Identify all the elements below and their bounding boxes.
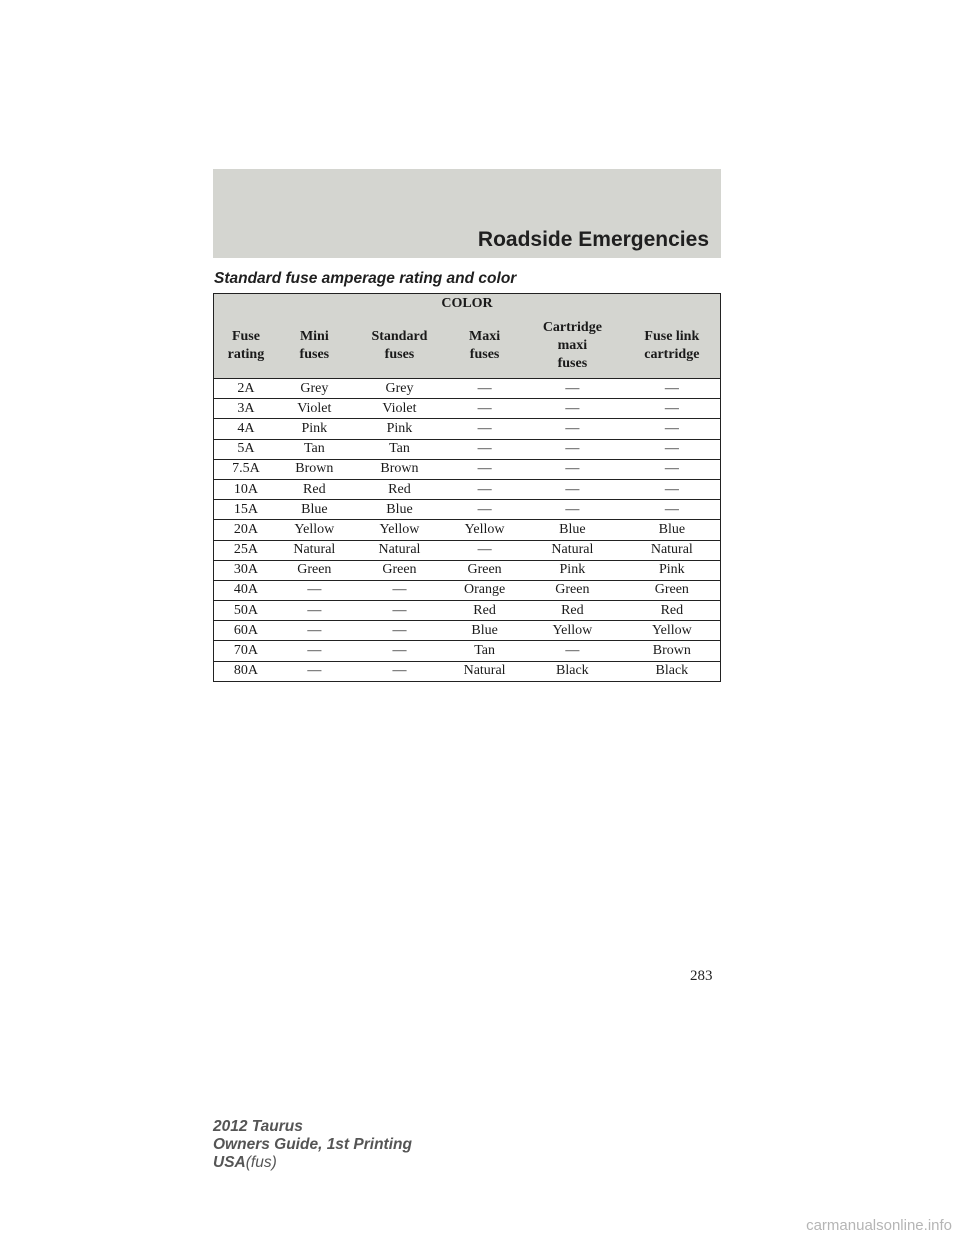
table-cell-cartridge-maxi-fuses: Black — [521, 661, 624, 681]
page-number: 283 — [690, 968, 713, 984]
table-group-header-row — [214, 294, 721, 315]
table-cell-standard-fuses: — — [351, 641, 448, 661]
table-title: Standard fuse amperage rating and color — [214, 270, 517, 287]
table-cell-maxi-fuses: — — [448, 479, 521, 499]
table-cell-standard-fuses: — — [351, 661, 448, 681]
table-row — [214, 399, 721, 419]
section-header-band — [213, 169, 721, 258]
table-cell-fuse-link-cartridge: — — [624, 399, 721, 419]
color-group-header: COLOR — [214, 294, 721, 315]
table-cell-cartridge-maxi-fuses: — — [521, 641, 624, 661]
table-cell-maxi-fuses: Blue — [448, 621, 521, 641]
table-cell-fuse-rating: 4A — [214, 419, 278, 439]
table-cell-fuse-rating: 3A — [214, 399, 278, 419]
column-header-maxi-fuses — [448, 314, 521, 379]
table-cell-standard-fuses: Brown — [351, 459, 448, 479]
table-cell-fuse-link-cartridge: — — [624, 500, 721, 520]
table-cell-standard-fuses: Pink — [351, 419, 448, 439]
table-cell-standard-fuses: — — [351, 621, 448, 641]
table-cell-maxi-fuses: — — [448, 500, 521, 520]
section-title: Roadside Emergencies — [477, 228, 709, 251]
document-footer — [213, 1118, 412, 1172]
table-row — [214, 459, 721, 479]
table-cell-maxi-fuses: Tan — [448, 641, 521, 661]
table-cell-mini-fuses: Brown — [278, 459, 351, 479]
table-cell-mini-fuses: Tan — [278, 439, 351, 459]
table-cell-cartridge-maxi-fuses: — — [521, 439, 624, 459]
table-row — [214, 520, 721, 540]
table-cell-fuse-rating: 20A — [214, 520, 278, 540]
table-column-header-row — [214, 314, 721, 379]
table-cell-fuse-rating: 15A — [214, 500, 278, 520]
table-row — [214, 500, 721, 520]
table-cell-cartridge-maxi-fuses: Yellow — [521, 621, 624, 641]
table-cell-cartridge-maxi-fuses: — — [521, 459, 624, 479]
footer-line-guide: Owners Guide, 1st Printing — [213, 1136, 412, 1153]
table-cell-standard-fuses: Red — [351, 479, 448, 499]
table-row — [214, 621, 721, 641]
table-cell-standard-fuses: Tan — [351, 439, 448, 459]
table-cell-standard-fuses: — — [351, 601, 448, 621]
table-body — [214, 379, 721, 682]
table-cell-standard-fuses: Blue — [351, 500, 448, 520]
table-cell-maxi-fuses: — — [448, 379, 521, 399]
table-cell-fuse-link-cartridge: — — [624, 459, 721, 479]
table-cell-cartridge-maxi-fuses: Natural — [521, 540, 624, 560]
table-cell-maxi-fuses: Red — [448, 601, 521, 621]
table-cell-maxi-fuses: — — [448, 419, 521, 439]
table-cell-fuse-rating: 70A — [214, 641, 278, 661]
table-cell-fuse-link-cartridge: Red — [624, 601, 721, 621]
table-cell-standard-fuses: Grey — [351, 379, 448, 399]
footer-region-code: (fus) — [245, 1154, 277, 1171]
column-header-line: Fuse link — [644, 329, 700, 344]
table-cell-fuse-rating: 60A — [214, 621, 278, 641]
table-cell-fuse-link-cartridge: — — [624, 479, 721, 499]
table-cell-fuse-link-cartridge: — — [624, 439, 721, 459]
table-cell-standard-fuses: Green — [351, 560, 448, 580]
table-cell-mini-fuses: Green — [278, 560, 351, 580]
table-cell-maxi-fuses: Yellow — [448, 520, 521, 540]
column-header-line: fuses — [384, 347, 415, 362]
table-cell-cartridge-maxi-fuses: Green — [521, 580, 624, 600]
table-cell-standard-fuses: Violet — [351, 399, 448, 419]
table-cell-fuse-link-cartridge: — — [624, 419, 721, 439]
table-cell-standard-fuses: Yellow — [351, 520, 448, 540]
column-header-line: Fuse — [231, 329, 260, 344]
table-cell-mini-fuses: — — [278, 580, 351, 600]
table-cell-fuse-rating: 40A — [214, 580, 278, 600]
table-cell-mini-fuses: Grey — [278, 379, 351, 399]
table-cell-cartridge-maxi-fuses: — — [521, 479, 624, 499]
column-header-line: maxi — [557, 338, 588, 353]
column-header-line: Cartridge — [542, 320, 602, 335]
table-cell-mini-fuses: — — [278, 621, 351, 641]
table-cell-maxi-fuses: Green — [448, 560, 521, 580]
column-header-cartridge-maxi-fuses — [521, 314, 624, 379]
table-cell-fuse-rating: 30A — [214, 560, 278, 580]
table-cell-fuse-link-cartridge: Brown — [624, 641, 721, 661]
table-cell-fuse-link-cartridge: Black — [624, 661, 721, 681]
table-row — [214, 540, 721, 560]
table-cell-fuse-rating: 5A — [214, 439, 278, 459]
table-cell-fuse-link-cartridge: Yellow — [624, 621, 721, 641]
table-cell-standard-fuses: — — [351, 580, 448, 600]
table-cell-standard-fuses: Natural — [351, 540, 448, 560]
table-cell-fuse-link-cartridge: Green — [624, 580, 721, 600]
table-cell-mini-fuses: Natural — [278, 540, 351, 560]
table-cell-maxi-fuses: Orange — [448, 580, 521, 600]
table-row — [214, 560, 721, 580]
table-cell-fuse-rating: 25A — [214, 540, 278, 560]
table-row — [214, 479, 721, 499]
table-row — [214, 439, 721, 459]
table-row — [214, 379, 721, 399]
watermark: carmanualsonline.info — [806, 1217, 952, 1234]
table-cell-cartridge-maxi-fuses: — — [521, 399, 624, 419]
table-row — [214, 580, 721, 600]
column-header-line: fuses — [469, 347, 500, 362]
table-cell-fuse-link-cartridge: Natural — [624, 540, 721, 560]
table-cell-cartridge-maxi-fuses: Blue — [521, 520, 624, 540]
table-cell-mini-fuses: Pink — [278, 419, 351, 439]
table-cell-mini-fuses: Violet — [278, 399, 351, 419]
table-cell-fuse-rating: 50A — [214, 601, 278, 621]
footer-line-model: 2012 Taurus — [213, 1118, 303, 1135]
table-cell-mini-fuses: Red — [278, 479, 351, 499]
table-cell-cartridge-maxi-fuses: — — [521, 379, 624, 399]
column-header-fuse-link-cartridge — [624, 314, 721, 379]
column-header-line: Standard — [371, 329, 428, 344]
column-header-standard-fuses — [351, 314, 448, 379]
table-cell-maxi-fuses: — — [448, 399, 521, 419]
table-cell-cartridge-maxi-fuses: Pink — [521, 560, 624, 580]
table-cell-maxi-fuses: Natural — [448, 661, 521, 681]
table-row — [214, 601, 721, 621]
table-row — [214, 641, 721, 661]
column-header-line: Maxi — [469, 329, 501, 344]
table-cell-maxi-fuses: — — [448, 459, 521, 479]
table-row — [214, 419, 721, 439]
table-cell-fuse-rating: 2A — [214, 379, 278, 399]
table-cell-maxi-fuses: — — [448, 439, 521, 459]
table-cell-mini-fuses: — — [278, 641, 351, 661]
footer-region: USA — [213, 1154, 246, 1171]
table-cell-fuse-rating: 10A — [214, 479, 278, 499]
column-header-line: rating — [227, 347, 265, 362]
table-cell-cartridge-maxi-fuses: — — [521, 500, 624, 520]
table-cell-maxi-fuses: — — [448, 540, 521, 560]
table-cell-mini-fuses: — — [278, 661, 351, 681]
table-cell-fuse-link-cartridge: Pink — [624, 560, 721, 580]
table-cell-fuse-rating: 80A — [214, 661, 278, 681]
table-cell-mini-fuses: Blue — [278, 500, 351, 520]
table-cell-mini-fuses: — — [278, 601, 351, 621]
table-cell-cartridge-maxi-fuses: Red — [521, 601, 624, 621]
column-header-line: cartridge — [644, 347, 700, 362]
table-cell-fuse-link-cartridge: — — [624, 379, 721, 399]
fuse-color-table — [213, 293, 721, 682]
column-header-mini-fuses — [278, 314, 351, 379]
footer-line-region — [213, 1154, 412, 1172]
table-cell-fuse-rating: 7.5A — [214, 459, 278, 479]
column-header-line: fuses — [299, 347, 330, 362]
table-row — [214, 661, 721, 681]
column-header-line: fuses — [557, 356, 588, 371]
table-cell-cartridge-maxi-fuses: — — [521, 419, 624, 439]
column-header-line: Mini — [299, 329, 329, 344]
column-header-fuse-rating — [214, 314, 278, 379]
table-cell-fuse-link-cartridge: Blue — [624, 520, 721, 540]
table-cell-mini-fuses: Yellow — [278, 520, 351, 540]
